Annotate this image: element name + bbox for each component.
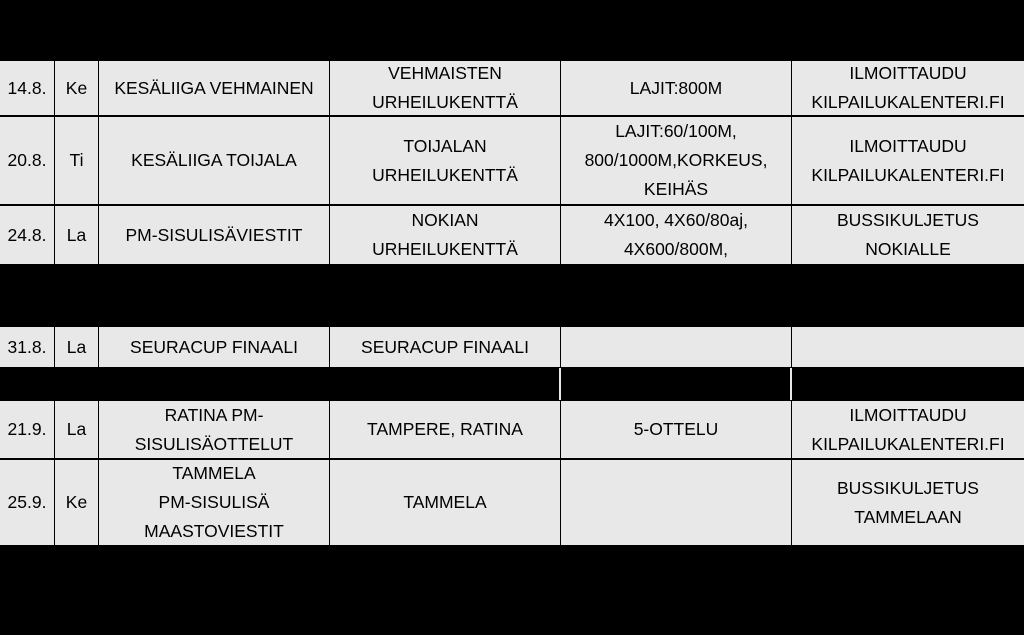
place-cell: TOIJALAN URHEILUKENTTÄ	[330, 117, 561, 204]
table-row	[0, 401, 1024, 458]
day-cell: Ke	[55, 460, 99, 545]
note-cell	[792, 327, 1024, 367]
note-cell: ILMOITTAUDU KILPAILUKALENTERI.FI	[792, 61, 1024, 115]
event-cell: RATINA PM- SISULISÄOTTELUT	[99, 401, 330, 458]
spacer-row	[0, 368, 1024, 400]
spacer-cell	[0, 368, 561, 400]
date-cell: 24.8.	[0, 206, 55, 264]
note-cell: BUSSIKULJETUS TAMMELAAN	[792, 460, 1024, 545]
table-row	[0, 61, 1024, 115]
note-cell: ILMOITTAUDU KILPAILUKALENTERI.FI	[792, 401, 1024, 458]
event-cell: SEURACUP FINAALI	[99, 327, 330, 367]
info-cell: LAJIT:60/100M, 800/1000M,KORKEUS, KEIHÄS	[561, 117, 792, 204]
table-row	[0, 327, 1024, 367]
info-cell: 5-OTTELU	[561, 401, 792, 458]
day-cell: Ti	[55, 117, 99, 204]
day-cell: La	[55, 327, 99, 367]
place-cell: TAMMELA	[330, 460, 561, 545]
info-cell	[561, 327, 792, 367]
day-cell: Ke	[55, 61, 99, 115]
place-cell: TAMPERE, RATINA	[330, 401, 561, 458]
note-cell: ILMOITTAUDU KILPAILUKALENTERI.FI	[792, 117, 1024, 204]
day-cell: La	[55, 401, 99, 458]
note-cell: BUSSIKULJETUS NOKIALLE	[792, 206, 1024, 264]
date-cell: 31.8.	[0, 327, 55, 367]
day-cell: La	[55, 206, 99, 264]
date-cell: 25.9.	[0, 460, 55, 545]
table-row	[0, 117, 1024, 204]
spacer-cell	[561, 368, 792, 400]
event-cell: PM-SISULISÄVIESTIT	[99, 206, 330, 264]
info-cell: 4X100, 4X60/80aj, 4X600/800M,	[561, 206, 792, 264]
event-cell: TAMMELA PM-SISULISÄ MAASTOVIESTIT	[99, 460, 330, 545]
event-cell: KESÄLIIGA TOIJALA	[99, 117, 330, 204]
info-cell: LAJIT:800M	[561, 61, 792, 115]
info-cell	[561, 460, 792, 545]
place-cell: VEHMAISTEN URHEILUKENTTÄ	[330, 61, 561, 115]
date-cell: 20.8.	[0, 117, 55, 204]
table-row	[0, 460, 1024, 545]
spacer-cell	[792, 368, 1024, 400]
place-cell: SEURACUP FINAALI	[330, 327, 561, 367]
table-row	[0, 206, 1024, 264]
place-cell: NOKIAN URHEILUKENTTÄ	[330, 206, 561, 264]
event-cell: KESÄLIIGA VEHMAINEN	[99, 61, 330, 115]
date-cell: 14.8.	[0, 61, 55, 115]
date-cell: 21.9.	[0, 401, 55, 458]
